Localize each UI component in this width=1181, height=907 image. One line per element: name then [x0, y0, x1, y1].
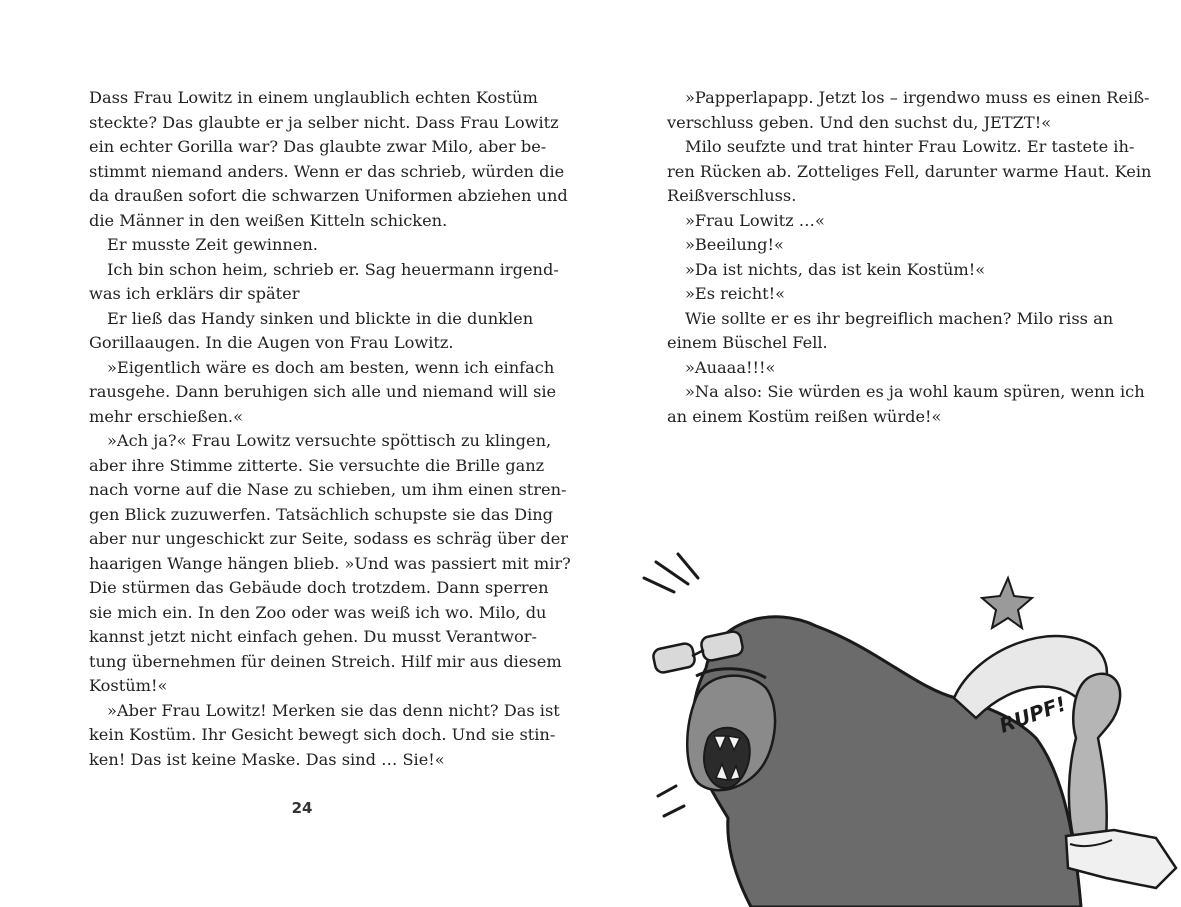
right-page-text	[667, 86, 1152, 429]
left-text-line: ken! Das ist keine Maske. Das sind … Sie!«	[89, 749, 445, 769]
left-text-line: Ich bin schon heim, schrieb er. Sag heuermann irgend-	[107, 259, 559, 279]
left-text-line: sie mich ein. In den Zoo oder was weiß ich wo. Milo, du	[89, 602, 547, 622]
left-text-line: Er musste Zeit gewinnen.	[107, 235, 318, 254]
star-icon	[982, 578, 1032, 628]
right-text-line: Wie sollte er es ihr begreiflich machen? Milo riss an	[685, 308, 1114, 328]
left-text-line: Die stürmen das Gebäude doch trotzdem. Dann sperren	[89, 578, 549, 597]
left-text-line: gen Blick zuzuwerfen. Tatsächlich schupste sie das Ding	[89, 504, 554, 524]
right-text-line: ren Rücken ab. Zotteliges Fell, darunter warme Haut. Kein	[667, 161, 1152, 181]
milo-arm	[1069, 674, 1120, 840]
left-text-line: mehr erschießen.«	[89, 406, 243, 426]
left-text-line: die Männer in den weißen Kitteln schicken.	[89, 210, 448, 230]
motion-lines-bottom	[658, 786, 684, 816]
left-text-line: Kostüm!«	[89, 676, 168, 695]
left-text-line: was ich erklärs dir später	[89, 284, 300, 303]
left-text-line: nach vorne auf die Nase zu schieben, um ihm einen stren-	[89, 480, 567, 499]
left-text-line: »Aber Frau Lowitz! Merken sie das denn nicht? Das ist	[107, 700, 560, 720]
left-text-line: rausgehe. Dann beruhigen sich alle und niemand will sie	[89, 382, 557, 401]
left-text-line: haarigen Wange hängen blieb. »Und was passiert mit mir?	[89, 553, 571, 573]
right-text-line: Reißverschluss.	[667, 186, 797, 205]
right-text-line: verschluss geben. Und den suchst du, JETZT!«	[667, 112, 1052, 132]
right-text-line: »Da ist nichts, das ist kein Kostüm!«	[685, 259, 986, 279]
left-text-line: aber ihre Stimme zitterte. Sie versuchte die Brille ganz	[89, 455, 545, 475]
right-text-line: »Beeilung!«	[685, 235, 784, 254]
left-text-line: tung übernehmen für deinen Streich. Hilf mir aus diesem	[89, 651, 562, 671]
right-text-line: an einem Kostüm reißen würde!«	[667, 406, 942, 426]
left-text-line: steckte? Das glaubte er ja selber nicht. Dass Frau Lowitz	[89, 112, 559, 132]
left-text-line: Gorillaaugen. In die Augen von Frau Lowitz.	[89, 333, 454, 352]
right-text-line: Milo seufzte und trat hinter Frau Lowitz. Er tastete ih-	[685, 137, 1135, 156]
right-text-line: »Na also: Sie würden es ja wohl kaum spüren, wenn ich	[685, 382, 1145, 401]
left-text-line: kannst jetzt nicht einfach gehen. Du musst Verantwor-	[89, 627, 537, 646]
sound-effect-text: RUPF!	[996, 691, 1070, 738]
page-number: 24	[291, 799, 313, 817]
right-text-line: »Es reicht!«	[685, 284, 786, 303]
gorilla-illustration	[636, 548, 1181, 907]
left-text-line: »Eigentlich wäre es doch am besten, wenn ich einfach	[107, 357, 555, 377]
right-text-line: »Auaaa!!!«	[685, 357, 776, 377]
right-text-line: »Frau Lowitz …«	[685, 210, 825, 230]
milo-sleeve	[1066, 830, 1176, 888]
left-text-line: kein Kostüm. Ihr Gesicht bewegt sich doch. Und sie stin-	[89, 725, 556, 744]
left-text-line: stimmt niemand anders. Wenn er das schrieb, würden die	[89, 161, 565, 181]
left-text-line: Dass Frau Lowitz in einem unglaublich echten Kostüm	[89, 88, 538, 107]
left-text-line: da draußen sofort die schwarzen Uniformen abziehen und	[89, 186, 568, 205]
left-page-text	[89, 86, 571, 772]
left-text-line: ein echter Gorilla war? Das glaubte zwar Milo, aber be-	[89, 137, 547, 156]
left-text-line: »Ach ja?« Frau Lowitz versuchte spöttisch zu klingen,	[107, 431, 552, 450]
left-text-line: Er ließ das Handy sinken und blickte in die dunklen	[107, 308, 534, 328]
motion-lines-left	[644, 554, 698, 592]
right-text-line: einem Büschel Fell.	[667, 333, 828, 352]
right-text-line: »Papperlapapp. Jetzt los – irgendwo muss es einen Reiß-	[685, 88, 1150, 107]
left-text-line: aber nur ungeschickt zur Seite, sodass es schräg über der	[89, 529, 569, 548]
